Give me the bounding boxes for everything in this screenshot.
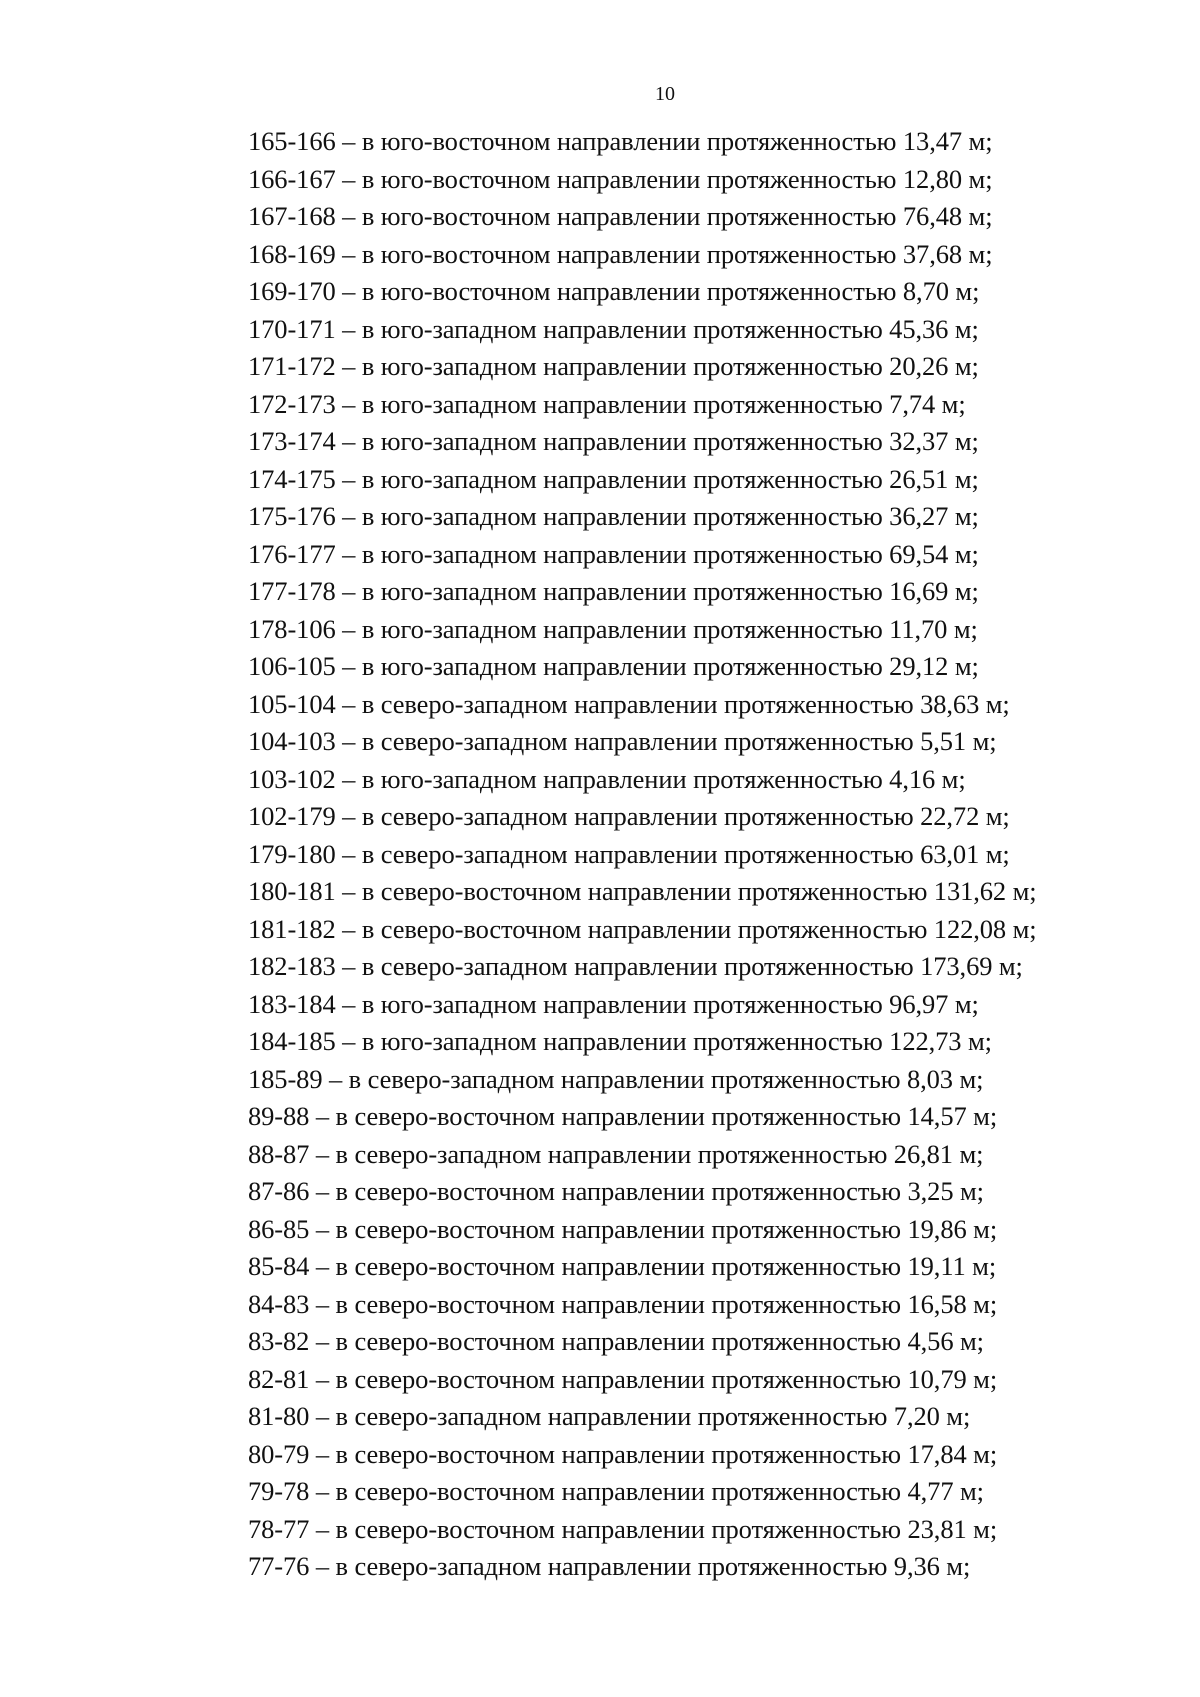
boundary-segment-line: 104-103 – в северо-западном направлении протяженностью 5,51 м; xyxy=(248,726,997,756)
boundary-segment-line: 87-86 – в северо-восточном направлении протяженностью 3,25 м; xyxy=(248,1176,984,1206)
boundary-segment-line: 174-175 – в юго-западном направлении протяженностью 26,51 м; xyxy=(248,463,979,494)
boundary-segment-line: 176-177 – в юго-западном направлении протяженностью 69,54 м; xyxy=(248,538,979,569)
boundary-segment-line: 169-170 – в юго-восточном направлении протяженностью 8,70 м; xyxy=(248,276,980,306)
boundary-segment-list xyxy=(248,123,1037,1586)
boundary-segment-line: 178-106 – в юго-западном направлении протяженностью 11,70 м; xyxy=(248,613,978,644)
boundary-segment-line: 86-85 – в северо-восточном направлении протяженностью 19,86 м; xyxy=(248,1213,998,1244)
boundary-segment-line: 170-171 – в юго-западном направлении протяженностью 45,36 м; xyxy=(248,313,979,344)
boundary-segment-line: 80-79 – в северо-восточном направлении протяженностью 17,84 м; xyxy=(248,1438,998,1469)
boundary-segment-line: 105-104 – в северо-западном направлении протяженностью 38,63 м; xyxy=(248,688,1010,719)
boundary-segment-line: 179-180 – в северо-западном направлении протяженностью 63,01 м; xyxy=(248,838,1010,869)
boundary-segment-line: 167-168 – в юго-восточном направлении протяженностью 76,48 м; xyxy=(248,201,993,231)
boundary-segment-line: 82-81 – в северо-восточном направлении протяженностью 10,79 м; xyxy=(248,1363,998,1394)
page-number: 10 xyxy=(655,83,675,105)
boundary-segment-line: 173-174 – в юго-западном направлении протяженностью 32,37 м; xyxy=(248,426,979,456)
boundary-segment-line: 103-102 – в юго-западном направлении протяженностью 4,16 м; xyxy=(248,763,966,794)
boundary-segment-line: 166-167 – в юго-восточном направлении протяженностью 12,80 м; xyxy=(248,163,993,194)
boundary-segment-line: 85-84 – в северо-восточном направлении протяженностью 19,11 м; xyxy=(248,1251,997,1281)
boundary-segment-line: 81-80 – в северо-западном направлении протяженностью 7,20 м; xyxy=(248,1401,971,1431)
boundary-segment-line: 182-183 – в северо-западном направлении протяженностью 173,69 м; xyxy=(248,951,1023,981)
boundary-segment-line: 165-166 – в юго-восточном направлении протяженностью 13,47 м; xyxy=(248,126,993,156)
boundary-segment-line: 88-87 – в северо-западном направлении протяженностью 26,81 м; xyxy=(248,1138,984,1169)
boundary-segment-line: 181-182 – в северо-восточном направлении протяженностью 122,08 м; xyxy=(248,913,1037,944)
boundary-segment-line: 78-77 – в северо-восточном направлении протяженностью 23,81 м; xyxy=(248,1513,998,1544)
boundary-segment-line: 177-178 – в юго-западном направлении протяженностью 16,69 м; xyxy=(248,576,979,606)
boundary-segment-line: 180-181 – в северо-восточном направлении протяженностью 131,62 м; xyxy=(248,876,1037,906)
boundary-segment-line: 106-105 – в юго-западном направлении протяженностью 29,12 м; xyxy=(248,651,979,681)
boundary-segment-line: 183-184 – в юго-западном направлении протяженностью 96,97 м; xyxy=(248,988,979,1019)
boundary-segment-line: 172-173 – в юго-западном направлении протяженностью 7,74 м; xyxy=(248,388,966,419)
boundary-segment-line: 89-88 – в северо-восточном направлении протяженностью 14,57 м; xyxy=(248,1101,998,1131)
boundary-segment-line: 184-185 – в юго-западном направлении протяженностью 122,73 м; xyxy=(248,1026,992,1056)
boundary-segment-line: 171-172 – в юго-западном направлении протяженностью 20,26 м; xyxy=(248,351,979,381)
boundary-segment-line: 168-169 – в юго-восточном направлении протяженностью 37,68 м; xyxy=(248,238,993,269)
boundary-segment-line: 79-78 – в северо-восточном направлении протяженностью 4,77 м; xyxy=(248,1476,984,1506)
boundary-segment-line: 175-176 – в юго-западном направлении протяженностью 36,27 м; xyxy=(248,501,979,531)
boundary-segment-line: 102-179 – в северо-западном направлении протяженностью 22,72 м; xyxy=(248,801,1010,831)
boundary-segment-line: 83-82 – в северо-восточном направлении протяженностью 4,56 м; xyxy=(248,1326,984,1356)
boundary-segment-line: 84-83 – в северо-восточном направлении протяженностью 16,58 м; xyxy=(248,1288,998,1319)
boundary-segment-line: 77-76 – в северо-западном направлении протяженностью 9,36 м; xyxy=(248,1551,971,1581)
boundary-segment-line: 185-89 – в северо-западном направлении протяженностью 8,03 м; xyxy=(248,1063,984,1094)
